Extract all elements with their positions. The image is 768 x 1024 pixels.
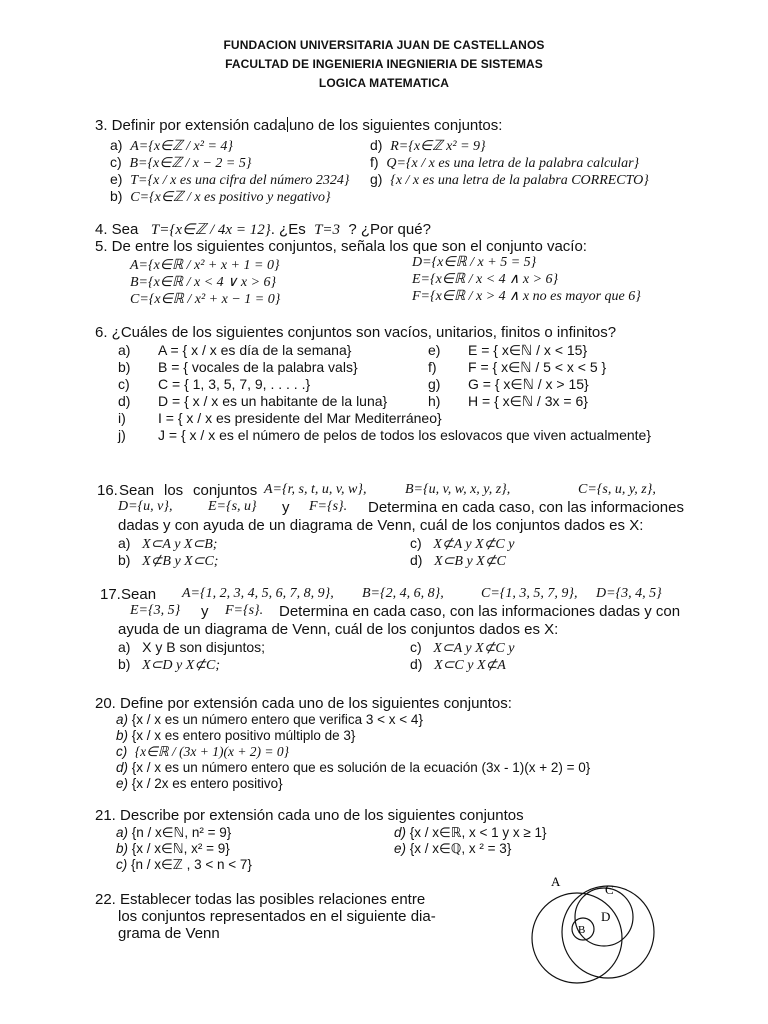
q3-item-c — [110, 154, 251, 172]
q16-num: 16. — [97, 482, 118, 499]
q20-item-c — [116, 744, 289, 760]
item-label: d) — [410, 656, 423, 672]
q17-line2-tail: Determina en cada caso, con las informaciones dadas y con — [279, 603, 681, 620]
item-text: {n / x∈ℕ, n² = 9} — [131, 825, 232, 840]
q21-item-d — [394, 825, 547, 841]
item-label: c) — [118, 376, 130, 392]
q3-item-f — [370, 154, 639, 172]
q16-word-conjuntos: conjuntos — [193, 482, 258, 499]
q17-line3: ayuda de un diagrama de Venn, cuál de los conjuntos dados es X: — [118, 621, 559, 638]
text-cursor — [287, 117, 288, 132]
venn-label-c: C — [605, 882, 614, 897]
item-label: d) — [118, 393, 131, 409]
q16-set-d: D={u, v}, — [118, 499, 173, 514]
q16-item-b — [118, 552, 218, 570]
q6-item-f — [428, 359, 607, 375]
venn-label-a: A — [551, 874, 561, 889]
q6-item-d — [118, 393, 388, 409]
item-expr: X⊂D y X⊄C; — [142, 658, 221, 673]
q16-set-f: F={s}. — [309, 499, 348, 514]
item-label: b) — [116, 728, 129, 743]
q16-item-a — [118, 535, 217, 553]
item-label: c) — [110, 154, 122, 170]
q17-item-c — [410, 639, 514, 657]
q16-set-b: B={u, v, w, x, y, z}, — [405, 482, 511, 497]
item-label: j) — [118, 427, 126, 443]
q4-set: T={x∈ℤ / 4x = 12} — [150, 222, 271, 238]
item-label: d) — [394, 825, 407, 840]
q17-item-b — [118, 656, 220, 674]
q6-item-h — [428, 393, 588, 409]
item-label: g) — [370, 171, 383, 187]
item-expr: X⊄A y X⊄C y — [433, 537, 515, 552]
item-text: I = { x / x es presidente del Mar Mediterráneo} — [158, 410, 442, 426]
item-expr: X⊂C y X⊄A — [434, 658, 506, 673]
q3-title-a: 3. Definir por extensión cada — [95, 117, 286, 134]
item-expr: X⊂A y X⊄C y — [433, 641, 515, 656]
q3-item-d — [370, 137, 486, 155]
q4-line — [95, 220, 431, 239]
q16-word-los: los — [164, 482, 184, 499]
item-label: a) — [116, 712, 129, 727]
item-label: a) — [116, 825, 129, 840]
q6-title: 6. ¿Cuáles de los siguientes conjuntos son vacíos, unitarios, finitos o infinitos? — [95, 324, 617, 341]
item-label: b) — [116, 841, 129, 856]
q6-item-a — [118, 342, 352, 358]
q17-set-a: A={1, 2, 3, 4, 5, 6, 7, 8, 9}, — [182, 586, 334, 601]
item-label: d) — [370, 137, 383, 153]
q5-set-a: A={x∈ℝ / x² + x + 1 = 0} — [130, 258, 280, 273]
q21-title: 21. Describe por extensión cada uno de los siguientes conjuntos — [95, 807, 524, 824]
q17-num: 17. — [100, 586, 121, 603]
q4-prefix: 4. Sea — [95, 221, 139, 238]
q20-item-b — [116, 728, 355, 743]
item-text: {x / x∈ℕ, x² = 9} — [131, 841, 230, 856]
item-label: a) — [118, 639, 131, 655]
q17-item-d — [410, 656, 506, 674]
venn-diagram — [520, 870, 670, 990]
item-label: c) — [410, 639, 422, 655]
q5-set-f: F={x∈ℝ / x > 4 ∧ x no es mayor que 6} — [412, 289, 641, 304]
item-expr: X⊄B y X⊂C; — [142, 554, 219, 569]
item-label: b) — [118, 359, 131, 375]
item-text: {x∈ℝ / (3x + 1)(x + 2) = 0} — [134, 744, 290, 759]
q16-set-a: A={r, s, t, u, v, w}, — [264, 482, 367, 497]
header-line-3: LOGICA MATEMATICA — [318, 76, 450, 90]
item-expr: X⊂B y X⊄C — [434, 554, 506, 569]
q6-item-c — [118, 376, 311, 392]
item-text: D = { x / x es un habitante de la luna} — [158, 393, 388, 409]
item-label: a) — [110, 137, 123, 153]
q6-item-i — [118, 410, 442, 426]
q17-set-d: D={3, 4, 5} — [596, 586, 662, 601]
header-line-1: FUNDACION UNIVERSITARIA JUAN DE CASTELLANOS — [223, 38, 545, 52]
q17-y: y — [201, 603, 209, 620]
set-expression: {x / x es una letra de la palabra CORRECTO} — [390, 173, 649, 188]
item-text: J = { x / x es el número de pelos de todos los eslovacos que viven actualmente} — [158, 427, 652, 443]
q16-item-d — [410, 552, 506, 570]
item-text: {x / x∈ℚ, x ² = 3} — [409, 841, 512, 856]
q16-set-c: C={s, u, y, z}, — [578, 482, 656, 497]
q5-set-e: E={x∈ℝ / x < 4 ∧ x > 6} — [412, 272, 559, 287]
item-text: {x / x es un número entero que verifica 3 < x < 4} — [131, 712, 423, 727]
q16-word-sean: Sean — [119, 482, 155, 499]
item-expr: X⊂A y X⊂B; — [142, 537, 218, 552]
item-text: {x / 2x es entero positivo} — [131, 776, 283, 791]
q5-title: 5. De entre los siguientes conjuntos, señala los que son el conjunto vacío: — [95, 238, 587, 255]
q20-item-e — [116, 776, 283, 791]
item-label: f) — [428, 359, 437, 375]
q4-eq: T=3 — [314, 222, 341, 238]
header-line-2: FACULTAD DE INGENIERIA INEGNIERIA DE SISTEMAS — [225, 57, 543, 71]
q22-line-3: grama de Venn — [118, 925, 220, 942]
q20-item-a — [116, 712, 423, 727]
item-label: e) — [394, 841, 407, 856]
venn-circle-c — [562, 886, 654, 978]
q16-line3: dadas y con ayuda de un diagrama de Venn, cuál de los conjuntos dados es X: — [118, 517, 644, 534]
q6-item-g — [428, 376, 589, 392]
item-label: b) — [110, 188, 123, 204]
q20-item-d — [116, 760, 590, 775]
item-text: H = { x∈ℕ / 3x = 6} — [468, 393, 588, 409]
set-expression: Q={x / x es una letra de la palabra calcular} — [386, 156, 640, 171]
item-label: a) — [118, 535, 131, 551]
q16-y: y — [282, 499, 290, 516]
item-label: c) — [116, 744, 128, 759]
q3-item-b — [110, 188, 331, 206]
q17-item-a — [118, 639, 265, 655]
q5-set-d: D={x∈ℝ / x + 5 = 5} — [412, 255, 537, 270]
item-label: a) — [118, 342, 131, 358]
q17-word-sean: Sean — [121, 586, 157, 603]
item-text: G = { x∈ℕ / x > 15} — [468, 376, 589, 392]
q3-item-e — [110, 171, 349, 189]
set-expression: C={x∈ℤ / x es positivo y negativo} — [130, 190, 331, 205]
item-text: A = { x / x es día de la semana} — [158, 342, 352, 358]
item-label: d) — [410, 552, 423, 568]
item-label: b) — [118, 656, 131, 672]
q3-title — [95, 117, 502, 134]
item-label: c) — [410, 535, 422, 551]
q4-mid: . ¿Es — [270, 221, 306, 238]
item-text: {n / x∈ℤ , 3 < n < 7} — [131, 857, 252, 872]
q6-item-e — [428, 342, 588, 358]
item-text: {x / x es un número entero que es solución de la ecuación (3x - 1)(x + 2) = 0} — [131, 760, 591, 775]
q17-set-b: B={2, 4, 6, 8}, — [362, 586, 444, 601]
item-label: i) — [118, 410, 126, 426]
item-label: d) — [116, 760, 129, 775]
q21-item-c — [116, 857, 252, 873]
q21-item-a — [116, 825, 231, 841]
set-expression: R={x∈ℤ x² = 9} — [390, 139, 486, 154]
q20-title: 20. Define por extensión cada uno de los siguientes conjuntos: — [95, 695, 512, 712]
item-text: {x / x es entero positivo múltiplo de 3} — [131, 728, 356, 743]
item-text: X y B son disjuntos; — [142, 639, 266, 655]
item-text: {x / x∈ℝ, x < 1 y x ≥ 1} — [409, 825, 547, 840]
item-label: h) — [428, 393, 441, 409]
q3-item-g — [370, 171, 649, 189]
set-expression: T={x / x es una cifra del número 2324} — [130, 173, 350, 188]
q17-set-f: F={s}. — [225, 603, 264, 618]
q4-suffix: ? ¿Por qué? — [348, 221, 431, 238]
item-text: F = { x∈ℕ / 5 < x < 5 } — [468, 359, 607, 375]
q5-set-c: C={x∈ℝ / x² + x − 1 = 0} — [130, 292, 281, 307]
q5-set-b: B={x∈ℝ / x < 4 ∨ x > 6} — [130, 275, 277, 290]
set-expression: B={x∈ℤ / x − 2 = 5} — [129, 156, 252, 171]
venn-label-b: B — [578, 924, 586, 936]
q6-item-j — [118, 427, 652, 443]
item-text: C = { 1, 3, 5, 7, 9, . . . . .} — [158, 376, 311, 392]
item-label: e) — [116, 776, 129, 791]
q16-line2-tail: Determina en cada caso, con las informaciones — [368, 499, 684, 516]
q16-set-e: E={s, u} — [208, 499, 257, 514]
q16-item-c — [410, 535, 514, 553]
q3-title-b: uno de los siguientes conjuntos: — [288, 117, 503, 134]
q21-item-e — [394, 841, 511, 857]
item-text: B = { vocales de la palabra vals} — [158, 359, 358, 375]
item-label: g) — [428, 376, 441, 392]
q17-set-e: E={3, 5} — [130, 603, 181, 618]
q17-set-c: C={1, 3, 5, 7, 9}, — [481, 586, 578, 601]
item-text: E = { x∈ℕ / x < 15} — [468, 342, 588, 358]
item-label: e) — [110, 171, 123, 187]
item-label: e) — [428, 342, 441, 358]
q6-item-b — [118, 359, 358, 375]
set-expression: A={x∈ℤ / x² = 4} — [130, 139, 234, 154]
item-label: b) — [118, 552, 131, 568]
item-label: f) — [370, 154, 379, 170]
q21-item-b — [116, 841, 230, 857]
q22-line-2: los conjuntos representados en el siguiente dia- — [118, 908, 436, 925]
item-label: c) — [116, 857, 128, 872]
q3-item-a — [110, 137, 233, 155]
q22-line-1: 22. Establecer todas las posibles relaciones entre — [95, 891, 426, 908]
venn-label-d: D — [601, 909, 611, 924]
